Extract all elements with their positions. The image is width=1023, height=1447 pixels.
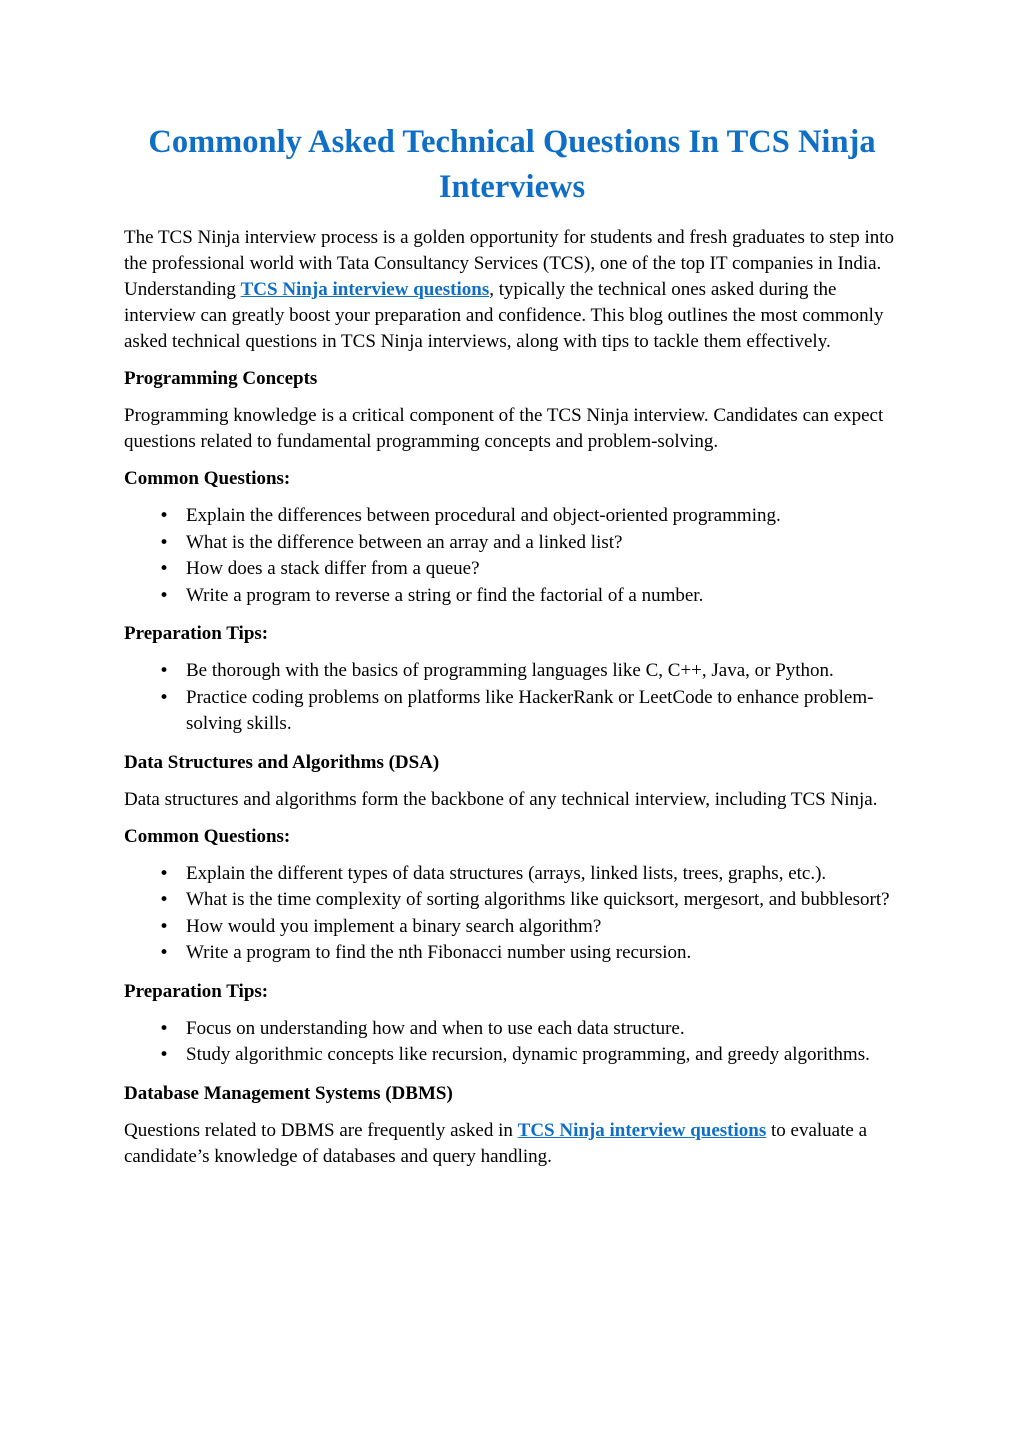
bullet-icon: • [159,916,170,937]
section-heading-dsa: Data Structures and Algorithms (DSA) [124,751,440,773]
list-item: • Be thorough with the basics of programming languages like C, C++, Java, or Python. [186,658,900,685]
section-description-dsa: Data structures and algorithms form the backbone of any technical interview, including TCS Ninja. [124,788,878,810]
section-description-programming: Programming knowledge is a critical component of the TCS Ninja interview. Candidates can expect questions related to fundamental programming concepts and problem-solving. [124,405,884,452]
list-item: • How would you implement a binary search algorithm? [186,914,900,941]
bullet-icon: • [159,943,170,963]
intro-paragraph [124,225,900,355]
dbms-text-start: Questions related to DBMS are frequently asked in [124,1119,518,1141]
list-item: • What is the difference between an array and a linked list? [186,530,900,557]
list-item: • Write a program to reverse a string or find the factorial of a number. [186,583,900,610]
common-questions-heading: Common Questions: [124,825,291,847]
list-item: • Explain the differences between procedural and object-oriented programming. [186,503,900,530]
list-item: • Focus on understanding how and when to use each data structure. [186,1016,900,1043]
preparation-tips-heading: Preparation Tips: [124,623,269,644]
document-page [124,120,900,1181]
bullet-icon: • [159,661,170,681]
tcs-ninja-questions-link[interactable]: TCS Ninja interview questions [517,1119,767,1141]
list-item: • Explain the different types of data structures (arrays, linked lists, trees, graphs, etc.). [186,861,900,888]
tcs-ninja-questions-link[interactable]: TCS Ninja interview questions [240,279,490,300]
list-item: • Practice coding problems on platforms like HackerRank or LeetCode to enhance problem-solving skills. [159,686,874,734]
page-title: Commonly Asked Technical Questions In TCS Ninja Interviews [148,124,876,205]
bullet-icon: • [159,1018,170,1039]
common-questions-heading: Common Questions: [124,468,291,489]
dsa-tips-list [124,1016,900,1069]
dsa-questions-list [124,861,900,967]
bullet-icon: • [159,585,170,606]
preparation-tips-heading: Preparation Tips: [124,980,269,1002]
programming-questions-list [124,503,900,609]
section-heading-dbms: Database Management Systems (DBMS) [124,1082,453,1104]
bullet-icon: • [159,506,170,526]
bullet-icon: • [159,863,170,884]
dbms-paragraph [124,1118,900,1170]
bullet-icon: • [159,559,170,579]
list-item: • Write a program to find the nth Fibonacci number using recursion. [186,940,900,967]
list-item: • How does a stack differ from a queue? [186,556,900,583]
bullet-icon: • [159,890,170,910]
intro-text-start: The TCS Ninja interview process is a golden opportunity for students and fresh graduates to step into the professional world with Tata Consultancy Services (TCS), one of the top IT companies in India. Understanding [124,227,895,300]
list-item: • What is the time complexity of sorting algorithms like quicksort, mergesort, and bubblesort? [186,887,900,914]
bullet-icon: • [159,1045,170,1065]
list-item: • Study algorithmic concepts like recursion, dynamic programming, and greedy algorithms. [186,1042,900,1069]
bullet-icon: • [159,687,170,708]
bullet-icon: • [159,532,170,553]
programming-tips-list [124,658,900,738]
dbms-text-end: to evaluate a candidate’s knowledge of databases and query handling. [124,1119,868,1167]
section-heading-programming: Programming Concepts [124,368,318,389]
intro-text-end: , typically the technical ones asked during the interview can greatly boost your preparation and confidence. This blog outlines the most commonly asked technical questions in TCS Ninja interviews, along with tips to tackle them effectively. [124,279,884,352]
